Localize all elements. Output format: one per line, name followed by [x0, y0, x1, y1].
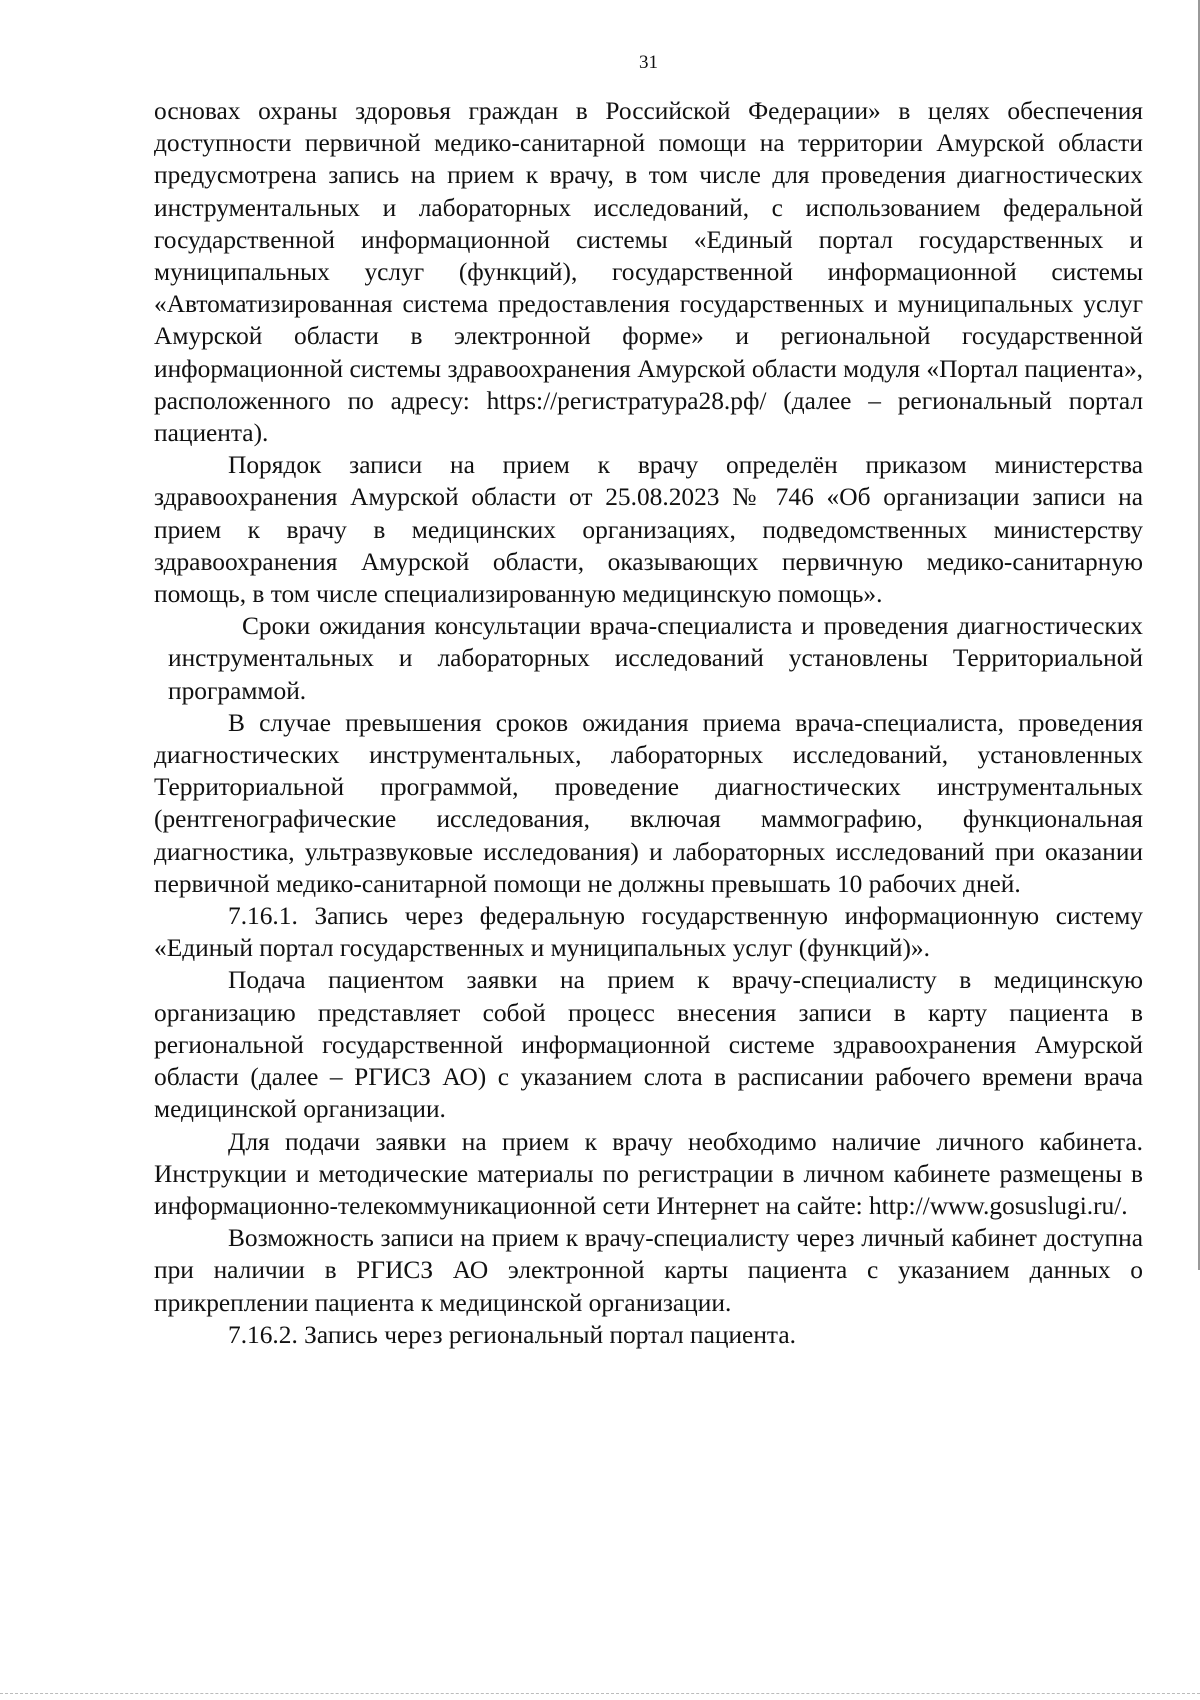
paragraph-appointment-order: Порядок записи на прием к врачу определён приказом министерства здравоохранения Амурской области от 25.08.2023 № 746 «Об организации записи на прием к врачу в медицинских организациях, подведомственных министерству здравоохранения Амурской области, оказывающих первичную медико-санитарную помощь, в том числе специализированную медицинскую помощь». — [154, 451, 1143, 609]
paragraph-request-submission: Подача пациентом заявки на прием к врачу-специалисту в медицинскую организацию представляет собой процесс внесения записи в карту пациента в региональной государственной информационной системе здравоохранения Амурской области (далее – РГИСЗ АО) с указанием слота в расписании рабочего времени врача медицинской организации. — [154, 966, 1143, 1124]
scan-bottom-line — [0, 1693, 1200, 1694]
paragraph-continuation: основах охраны здоровья граждан в Российской Федерации» в целях обеспечения доступности первичной медико-санитарной помощи на территории Амурской области предусмотрена запись на прием к врачу, в том числе для проведения диагностических инструментальных и лабораторных исследований, с использованием федеральной государственной информационной системы «Единый портал государственных и муниципальных услуг (функций), государственной информационной системы «Автоматизированная система предоставления государственных и муниципальных услуг Амурской области в электронной форме» и региональной государственной информационной системы здравоохранения Амурской области модуля «Портал пациента», расположенного по адресу: https://регистратура28.рф/ (далее – региональный портал пациента). — [154, 97, 1143, 448]
section-heading-7-16-2: 7.16.2. Запись через региональный портал пациента. — [228, 1320, 796, 1349]
paragraph-booking-possibility: Возможность записи на прием к врачу-специалисту через личный кабинет доступна при наличии в РГИСЗ АО электронной карты пациента с указанием данных о прикреплении пациента к медицинской организации. — [154, 1224, 1143, 1317]
paragraph-exceeding-waiting-times: В случае превышения сроков ожидания приема врача-специалиста, проведения диагностических инструментальных, лабораторных исследований, установленных Территориальной программой, проведение диагностических инструментальных (рентгенографические исследования, включая маммографию, функциональная диагностика, ультразвуковые исследования) и лабораторных исследований при оказании первичной медико-санитарной помощи не должны превышать 10 рабочих дней. — [154, 708, 1143, 898]
section-heading-7-16-1: 7.16.1. Запись через федеральную государственную информационную систему «Единый портал государственных и муниципальных услуг (функций)». — [154, 902, 1143, 963]
paragraph-personal-account: Для подачи заявки на прием к врачу необходимо наличие личного кабинета. Инструкции и методические материалы по регистрации в личном кабинете размещены в информационно-телекоммуникационной сети Интернет на сайте: http://www.gosuslugi.ru/. — [154, 1127, 1143, 1220]
paragraph-waiting-times: Сроки ожидания консультации врача-специалиста и проведения диагностических инструментальных и лабораторных исследований установлены Территориальной программой. — [168, 612, 1143, 705]
page-number: 31 — [639, 52, 658, 73]
document-body — [154, 95, 1143, 1351]
